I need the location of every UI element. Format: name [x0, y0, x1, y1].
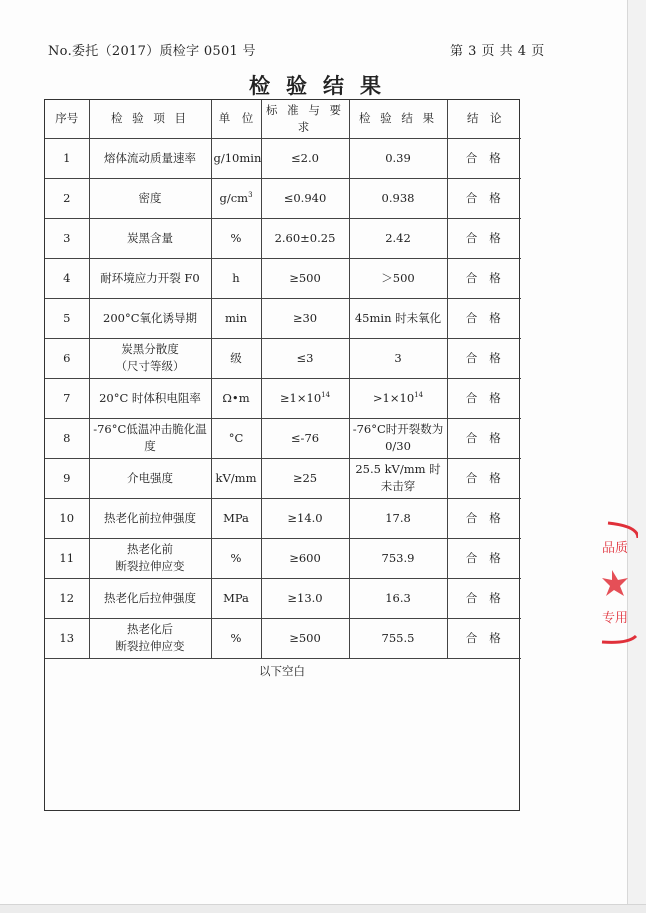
cell-no [45, 538, 89, 578]
conclusion-text: 合格 [465, 310, 513, 325]
requirement-text: 2.60±0.25 [274, 230, 336, 245]
cell-unit [211, 218, 261, 258]
table-row [45, 578, 521, 618]
cell-result [349, 178, 447, 218]
cell-unit [211, 378, 261, 418]
result-text: 0.938 [381, 190, 415, 205]
item-name: 20°C 时体积电阻率 [99, 390, 201, 405]
cell-unit [211, 138, 261, 178]
cell-requirement [261, 458, 349, 498]
result-text: 755.5 [381, 630, 415, 645]
cell-no [45, 458, 89, 498]
requirement-text: ≥13.0 [287, 590, 323, 605]
item-name-line2: （尺寸等级） [115, 359, 185, 373]
table-row [45, 458, 521, 498]
cell-result [349, 378, 447, 418]
table-row [45, 498, 521, 538]
table-row [45, 298, 521, 338]
item-name: 介电强度 [127, 470, 173, 485]
stamp-text-top: 品质 [602, 541, 629, 556]
unit-superscript: 3 [248, 190, 253, 199]
conclusion-text: 合格 [465, 390, 513, 405]
cell-conclusion [447, 498, 521, 538]
requirement-text: ≥500 [289, 270, 321, 285]
item-name: 热老化前拉伸强度 [104, 510, 196, 525]
item-name: 炭黑分散度 [121, 342, 179, 357]
cell-unit [211, 458, 261, 498]
unit-text: °C [228, 430, 244, 445]
row-number: 6 [63, 350, 71, 365]
page-number: 第 3 页 共 4 页 [450, 44, 545, 59]
page-edge-bottom [0, 904, 646, 913]
result-text: 17.8 [385, 510, 411, 525]
conclusion-text: 合格 [465, 430, 513, 445]
requirement-text: ≤2.0 [291, 150, 319, 165]
cell-conclusion [447, 338, 521, 378]
stamp-star-icon [602, 570, 628, 596]
item-name: 密度 [138, 190, 162, 205]
cell-unit [211, 338, 261, 378]
table-row [45, 258, 521, 298]
red-seal-stamp [598, 518, 638, 648]
cell-conclusion [447, 138, 521, 178]
unit-text: MPa [223, 510, 249, 525]
row-number: 7 [63, 390, 71, 405]
unit-text: 级 [230, 350, 242, 365]
requirement-text: ≥30 [292, 310, 318, 325]
cell-result [349, 538, 447, 578]
table-header-row [45, 100, 521, 138]
cell-no [45, 618, 89, 658]
cell-conclusion [447, 218, 521, 258]
cell-requirement [261, 578, 349, 618]
result-text-line2: 未击穿 [380, 479, 416, 493]
column-header-result: 检 验 结 果 [349, 100, 447, 138]
page-edge-right [627, 0, 646, 913]
result-text: 25.5 kV/mm 时 [355, 462, 441, 477]
cell-conclusion [447, 378, 521, 418]
cell-item [89, 178, 211, 218]
cell-item [89, 618, 211, 658]
item-name-line2: 断裂拉伸应变 [115, 639, 185, 653]
cell-requirement [261, 338, 349, 378]
cell-no [45, 498, 89, 538]
cell-requirement [261, 498, 349, 538]
unit-text: % [230, 230, 242, 245]
requirement-text: ≤-76 [290, 430, 320, 445]
cell-requirement [261, 298, 349, 338]
results-table-frame [44, 99, 520, 811]
cell-no [45, 138, 89, 178]
cell-conclusion [447, 298, 521, 338]
table-row [45, 218, 521, 258]
cell-item [89, 378, 211, 418]
row-number: 1 [63, 150, 71, 165]
conclusion-text: 合格 [465, 630, 513, 645]
unit-text: g/10min [213, 150, 262, 165]
requirement-superscript: 14 [321, 390, 331, 399]
row-number: 2 [63, 190, 71, 205]
cell-conclusion [447, 458, 521, 498]
cell-unit [211, 618, 261, 658]
column-header-no: 序号 [45, 100, 89, 138]
requirement-text: ≥1×10 [279, 390, 322, 405]
unit-text: g/cm [219, 190, 249, 205]
unit-text: kV/mm [215, 470, 257, 485]
item-name-line2: 断裂拉伸应变 [115, 559, 185, 573]
cell-conclusion [447, 538, 521, 578]
result-text-line2: 0/30 [385, 439, 411, 453]
result-text: 16.3 [385, 590, 411, 605]
cell-unit [211, 538, 261, 578]
conclusion-text: 合格 [465, 230, 513, 245]
page-title: 检验结果 [249, 73, 397, 98]
row-number: 8 [63, 430, 71, 445]
cell-no [45, 418, 89, 458]
result-text: 753.9 [381, 550, 415, 565]
result-superscript: 14 [414, 390, 424, 399]
row-number: 10 [59, 510, 75, 525]
table-row [45, 618, 521, 658]
unit-text: MPa [223, 590, 249, 605]
conclusion-text: 合格 [465, 190, 513, 205]
table-row [45, 138, 521, 178]
cell-no [45, 378, 89, 418]
unit-text: Ω•m [222, 390, 250, 405]
cell-result [349, 298, 447, 338]
cell-item [89, 338, 211, 378]
item-name: 炭黑含量 [127, 230, 173, 245]
cell-result [349, 618, 447, 658]
unit-text: % [230, 550, 242, 565]
cell-unit [211, 578, 261, 618]
cell-result [349, 418, 447, 458]
cell-item [89, 498, 211, 538]
result-text: 0.39 [385, 150, 411, 165]
cell-conclusion [447, 578, 521, 618]
cell-requirement [261, 138, 349, 178]
cell-result [349, 578, 447, 618]
requirement-text: ≥25 [292, 470, 318, 485]
cell-unit [211, 498, 261, 538]
cell-result [349, 258, 447, 298]
cell-no [45, 298, 89, 338]
cell-result [349, 458, 447, 498]
cell-conclusion [447, 178, 521, 218]
unit-text: % [230, 630, 242, 645]
cell-item [89, 578, 211, 618]
result-text: -76°C时开裂数为 [352, 422, 444, 437]
row-number: 9 [63, 470, 71, 485]
cell-unit [211, 298, 261, 338]
cell-requirement [261, 538, 349, 578]
column-header-conclusion: 结 论 [447, 100, 521, 138]
conclusion-text: 合格 [465, 590, 513, 605]
cell-requirement [261, 618, 349, 658]
column-header-requirement: 标 准 与 要 求 [261, 100, 349, 138]
column-header-item: 检 验 项 目 [89, 100, 211, 138]
stamp-text-bottom: 专用 [602, 611, 629, 626]
result-text: 2.42 [385, 230, 411, 245]
table-row [45, 418, 521, 458]
cell-no [45, 178, 89, 218]
cell-unit [211, 178, 261, 218]
cell-unit [211, 258, 261, 298]
item-name: 热老化前 [127, 542, 173, 557]
cell-unit [211, 418, 261, 458]
table-row [45, 338, 521, 378]
document-number: No.委托（2017）质检字 0501 号 [48, 44, 256, 59]
cell-requirement [261, 418, 349, 458]
cell-no [45, 218, 89, 258]
cell-conclusion [447, 618, 521, 658]
cell-item [89, 138, 211, 178]
result-text: ＞500 [381, 270, 415, 285]
results-table [45, 100, 521, 659]
column-header-unit: 单 位 [211, 100, 261, 138]
requirement-text: ≥500 [289, 630, 321, 645]
cell-requirement [261, 218, 349, 258]
unit-text: h [232, 270, 240, 285]
requirement-text: ≤3 [296, 350, 314, 365]
conclusion-text: 合格 [465, 550, 513, 565]
row-number: 5 [63, 310, 71, 325]
cell-no [45, 258, 89, 298]
cell-result [349, 218, 447, 258]
table-row [45, 538, 521, 578]
unit-text: min [225, 310, 247, 325]
cell-no [45, 578, 89, 618]
row-number: 3 [63, 230, 71, 245]
cell-conclusion [447, 418, 521, 458]
blank-below-note: 以下空白 [259, 663, 305, 678]
cell-item [89, 298, 211, 338]
cell-item [89, 418, 211, 458]
item-name: 热老化后 [127, 622, 173, 637]
cell-item [89, 538, 211, 578]
conclusion-text: 合格 [465, 350, 513, 365]
cell-result [349, 138, 447, 178]
result-text: >1×10 [372, 390, 415, 405]
conclusion-text: 合格 [465, 150, 513, 165]
row-number: 11 [59, 550, 75, 565]
item-name: 熔体流动质量速率 [104, 150, 196, 165]
item-name: 耐环境应力开裂 F0 [100, 270, 200, 285]
row-number: 4 [63, 270, 71, 285]
requirement-text: ≤0.940 [283, 190, 327, 205]
cell-requirement [261, 258, 349, 298]
conclusion-text: 合格 [465, 470, 513, 485]
result-text: 45min 时未氧化 [354, 310, 442, 325]
cell-result [349, 338, 447, 378]
item-name: -76°C低温冲击脆化温度 [93, 422, 207, 453]
cell-conclusion [447, 258, 521, 298]
item-name: 200°C氧化诱导期 [103, 310, 197, 325]
cell-requirement [261, 178, 349, 218]
cell-result [349, 498, 447, 538]
cell-item [89, 218, 211, 258]
cell-no [45, 338, 89, 378]
cell-requirement [261, 378, 349, 418]
requirement-text: ≥14.0 [287, 510, 323, 525]
conclusion-text: 合格 [465, 270, 513, 285]
table-row [45, 378, 521, 418]
item-name: 热老化后拉伸强度 [104, 590, 196, 605]
table-row [45, 178, 521, 218]
row-number: 12 [59, 590, 75, 605]
conclusion-text: 合格 [465, 510, 513, 525]
result-text: 3 [394, 350, 402, 365]
row-number: 13 [59, 630, 75, 645]
cell-item [89, 258, 211, 298]
requirement-text: ≥600 [289, 550, 321, 565]
cell-item [89, 458, 211, 498]
